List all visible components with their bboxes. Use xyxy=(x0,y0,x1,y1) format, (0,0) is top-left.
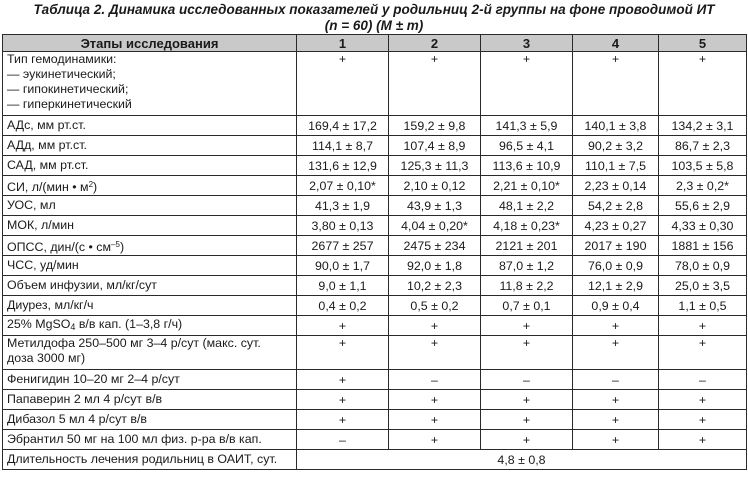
row-label: Дибазол 5 мл 4 р/сут в/в xyxy=(3,410,297,430)
row-label xyxy=(3,316,297,336)
table-cell: + xyxy=(297,370,389,390)
table-cell: 114,1 ± 8,7 xyxy=(297,136,389,156)
caption-line-2: (n = 60) (M ± m) xyxy=(324,18,424,33)
table-cell: 2,3 ± 0,2* xyxy=(659,176,747,196)
table-cell: 96,5 ± 4,1 xyxy=(481,136,573,156)
table-cell: 0,4 ± 0,2 xyxy=(297,296,389,316)
header-stage-2: 2 xyxy=(389,35,481,52)
table-cell: + xyxy=(481,52,573,116)
header-stage-4: 4 xyxy=(573,35,659,52)
table-cell: 12,1 ± 2,9 xyxy=(573,276,659,296)
table-cell: – xyxy=(297,430,389,450)
table-cell: 1,1 ± 0,5 xyxy=(659,296,747,316)
table-row xyxy=(3,116,747,136)
table-cell: 9,0 ± 1,1 xyxy=(297,276,389,296)
table-cell: 2121 ± 201 xyxy=(481,236,573,256)
table-row-methyldopa xyxy=(3,336,747,370)
table-cell: + xyxy=(659,316,747,336)
table-cell: 54,2 ± 2,8 xyxy=(573,196,659,216)
table-row xyxy=(3,176,747,196)
table-row xyxy=(3,256,747,276)
table-row xyxy=(3,296,747,316)
table-cell: – xyxy=(573,370,659,390)
label-line: Метилдофа 250–500 мг 3–4 р/сут (макс. сут. xyxy=(7,336,261,350)
table-cell: + xyxy=(573,52,659,116)
table-cell: – xyxy=(659,370,747,390)
table-cell: 25,0 ± 3,5 xyxy=(659,276,747,296)
table-row xyxy=(3,236,747,256)
header-stages: Этапы исследования xyxy=(3,35,297,52)
table-cell: 110,1 ± 7,5 xyxy=(573,156,659,176)
table-cell: 76,0 ± 0,9 xyxy=(573,256,659,276)
table-cell: + xyxy=(659,52,747,116)
label-text: в/в кап. (1–3,8 г/ч) xyxy=(75,316,183,331)
table-cell: + xyxy=(481,430,573,450)
row-label: МОК, л/мин xyxy=(3,216,297,236)
table-cell: + xyxy=(297,336,389,370)
table-cell: + xyxy=(297,410,389,430)
row-label: САД, мм рт.ст. xyxy=(3,156,297,176)
table-cell: 55,6 ± 2,9 xyxy=(659,196,747,216)
table-row xyxy=(3,136,747,156)
table-row xyxy=(3,216,747,236)
table-cell: + xyxy=(659,390,747,410)
table-cell: 92,0 ± 1,8 xyxy=(389,256,481,276)
hemodynamics-subtype: — гиперкинетический xyxy=(7,97,132,111)
table-cell: 2,21 ± 0,10* xyxy=(481,176,573,196)
table-cell: – xyxy=(389,370,481,390)
table-cell: 4,04 ± 0,20* xyxy=(389,216,481,236)
label-line: доза 3000 мг) xyxy=(7,351,86,365)
table-cell: 87,0 ± 1,2 xyxy=(481,256,573,276)
table-row-duration xyxy=(3,450,747,470)
label-text: ) xyxy=(93,179,98,194)
table-cell: + xyxy=(659,430,747,450)
data-table xyxy=(2,34,747,470)
row-label xyxy=(3,236,297,256)
table-cell: 90,2 ± 3,2 xyxy=(573,136,659,156)
table-cell: – xyxy=(481,370,573,390)
table-cell: 1881 ± 156 xyxy=(659,236,747,256)
table-cell: 43,9 ± 1,3 xyxy=(389,196,481,216)
header-stage-1: 1 xyxy=(297,35,389,52)
table-cell: 2017 ± 190 xyxy=(573,236,659,256)
table-cell: + xyxy=(481,336,573,370)
table-cell: 103,5 ± 5,8 xyxy=(659,156,747,176)
table-cell: 3,80 ± 0,13 xyxy=(297,216,389,236)
table-cell: + xyxy=(573,430,659,450)
table-cell: 2,23 ± 0,14 xyxy=(573,176,659,196)
table-row-hemodynamics xyxy=(3,52,747,116)
label-subscript: 4 xyxy=(70,321,76,332)
table-cell: 134,2 ± 3,1 xyxy=(659,116,747,136)
table-cell: 48,1 ± 2,2 xyxy=(481,196,573,216)
table-cell: + xyxy=(573,410,659,430)
table-cell: 4,33 ± 0,30 xyxy=(659,216,747,236)
hemodynamics-subtype: — эукинетический; xyxy=(7,67,116,81)
table-cell: 2475 ± 234 xyxy=(389,236,481,256)
label-text: ) xyxy=(119,239,125,254)
hemodynamics-subtype: — гипокинетический; xyxy=(7,82,129,96)
table-cell: + xyxy=(297,316,389,336)
table-row xyxy=(3,156,747,176)
table-row xyxy=(3,430,747,450)
row-label: Объем инфузии, мл/кг/сут xyxy=(3,276,297,296)
table-cell: 86,7 ± 2,3 xyxy=(659,136,747,156)
table-cell: + xyxy=(297,52,389,116)
label-text: 25% MgSO xyxy=(7,316,71,331)
table-cell: 41,3 ± 1,9 xyxy=(297,196,389,216)
row-label: Эбрантил 50 мг на 100 мл физ. р-ра в/в кап. xyxy=(3,430,297,450)
header-stage-5: 5 xyxy=(659,35,747,52)
table-cell: 2,10 ± 0,12 xyxy=(389,176,481,196)
table-cell: + xyxy=(573,390,659,410)
table-row xyxy=(3,196,747,216)
caption-line-1: Таблица 2. Динамика исследованных показателей у родильниц 2-й группы на фоне проводимой ИТ xyxy=(33,2,715,17)
table-cell: + xyxy=(481,390,573,410)
row-label: Длительность лечения родильниц в ОАИТ, сут. xyxy=(3,450,297,470)
table-cell: 10,2 ± 2,3 xyxy=(389,276,481,296)
table-cell: + xyxy=(481,410,573,430)
table-cell: 90,0 ± 1,7 xyxy=(297,256,389,276)
table-cell: 140,1 ± 3,8 xyxy=(573,116,659,136)
table-row xyxy=(3,390,747,410)
table-cell: 107,4 ± 8,9 xyxy=(389,136,481,156)
table-header-row xyxy=(3,35,747,52)
table-cell: 169,4 ± 17,2 xyxy=(297,116,389,136)
row-label xyxy=(3,176,297,196)
table-cell: 78,0 ± 0,9 xyxy=(659,256,747,276)
table-cell: + xyxy=(481,316,573,336)
table-cell: 159,2 ± 9,8 xyxy=(389,116,481,136)
row-label: Фенигидин 10–20 мг 2–4 р/сут xyxy=(3,370,297,390)
table-cell: + xyxy=(389,336,481,370)
duration-value: 4,8 ± 0,8 xyxy=(297,450,747,470)
table-cell: + xyxy=(659,410,747,430)
table-cell: + xyxy=(389,316,481,336)
row-label: АДс, мм рт.ст. xyxy=(3,116,297,136)
row-label: ЧСС, уд/мин xyxy=(3,256,297,276)
row-label: Диурез, мл/кг/ч xyxy=(3,296,297,316)
table-cell: 4,18 ± 0,23* xyxy=(481,216,573,236)
row-label xyxy=(3,52,297,116)
table-cell: 141,3 ± 5,9 xyxy=(481,116,573,136)
table-cell: 131,6 ± 12,9 xyxy=(297,156,389,176)
table-cell: 0,9 ± 0,4 xyxy=(573,296,659,316)
table-cell: + xyxy=(573,316,659,336)
table-cell: 4,23 ± 0,27 xyxy=(573,216,659,236)
table-cell: 2,07 ± 0,10* xyxy=(297,176,389,196)
table-row xyxy=(3,316,747,336)
table-row xyxy=(3,410,747,430)
row-label xyxy=(3,336,297,370)
table-cell: + xyxy=(389,430,481,450)
row-label: Папаверин 2 мл 4 р/сут в/в xyxy=(3,390,297,410)
table-cell: 0,5 ± 0,2 xyxy=(389,296,481,316)
row-label: АДд, мм рт.ст. xyxy=(3,136,297,156)
table-cell: + xyxy=(389,52,481,116)
table-caption xyxy=(0,0,748,34)
table-cell: 2677 ± 257 xyxy=(297,236,389,256)
table-cell: + xyxy=(389,390,481,410)
label-superscript: 2 xyxy=(88,179,94,189)
table-cell: 0,7 ± 0,1 xyxy=(481,296,573,316)
label-superscript: –5 xyxy=(111,239,120,249)
hemodynamics-title: Тип гемодинамики: xyxy=(7,52,117,66)
table-cell: 113,6 ± 10,9 xyxy=(481,156,573,176)
table-row xyxy=(3,276,747,296)
table-cell: + xyxy=(389,410,481,430)
table-cell: + xyxy=(297,390,389,410)
label-text: ОПСС, дин/(с • см xyxy=(7,239,112,254)
table-cell: + xyxy=(573,336,659,370)
table-cell: 11,8 ± 2,2 xyxy=(481,276,573,296)
table-row xyxy=(3,370,747,390)
header-stage-3: 3 xyxy=(481,35,573,52)
label-text: СИ, л/(мин • м xyxy=(7,179,89,194)
table-cell: + xyxy=(659,336,747,370)
row-label: УОС, мл xyxy=(3,196,297,216)
table-cell: 125,3 ± 11,3 xyxy=(389,156,481,176)
